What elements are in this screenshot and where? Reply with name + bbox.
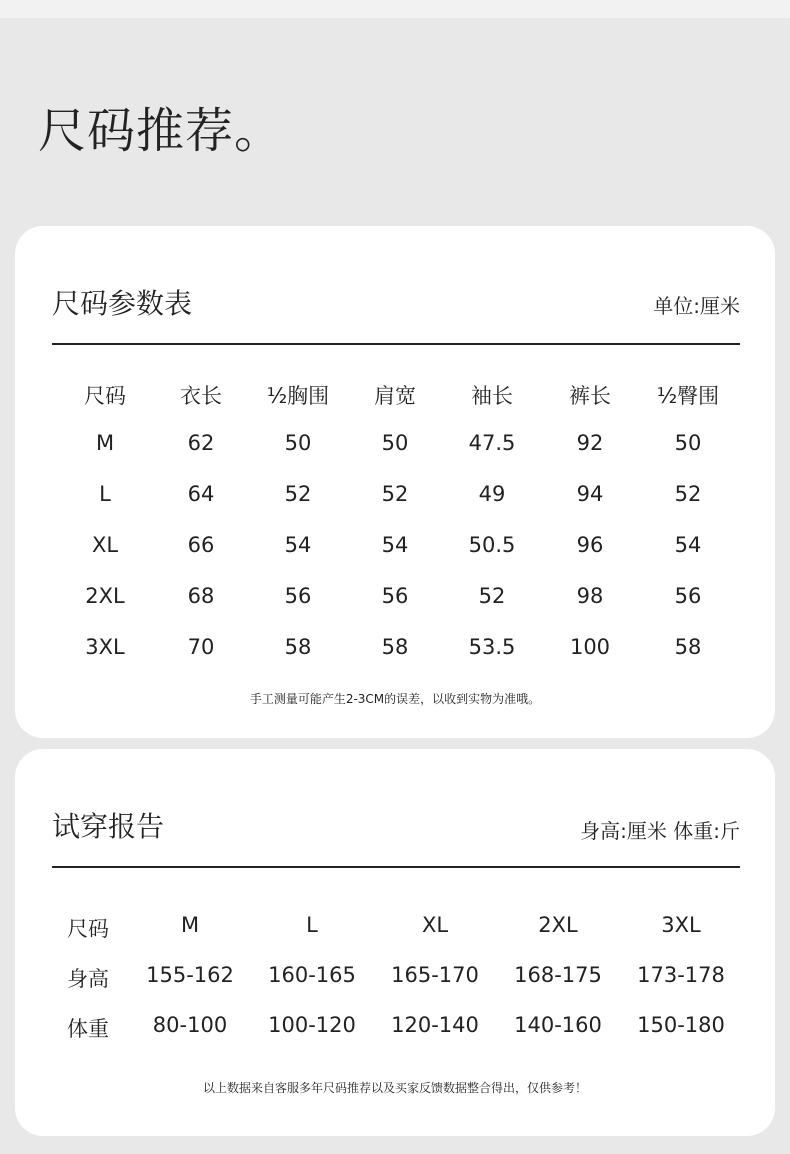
size-cell: M: [95, 431, 115, 455]
value-cell: 173-178: [637, 963, 725, 987]
value-cell: 58: [381, 635, 409, 659]
value-cell: 100: [569, 635, 611, 659]
header-cell: 衣长: [180, 384, 222, 408]
size-table-header-row: [15, 380, 775, 420]
row-label-cell: 身高: [67, 967, 109, 991]
size-table-card: [15, 226, 775, 738]
value-cell: 50: [381, 431, 409, 455]
value-cell: 50.5: [468, 533, 516, 557]
fit-report-divider: [52, 866, 740, 868]
value-cell: 49: [478, 482, 506, 506]
header-cell: 2XL: [538, 913, 578, 937]
value-cell: 62: [187, 431, 215, 455]
value-cell: 52: [284, 482, 312, 506]
size-table-unit: 单位:厘米: [653, 294, 740, 318]
value-cell: 56: [674, 584, 702, 608]
table-row: [15, 431, 775, 471]
value-cell: 98: [576, 584, 604, 608]
size-cell: L: [99, 482, 111, 506]
value-cell: 54: [284, 533, 312, 557]
value-cell: 80-100: [152, 1013, 228, 1037]
header-cell: 肩宽: [374, 384, 416, 408]
value-cell: 66: [187, 533, 215, 557]
header-cell: 3XL: [661, 913, 701, 937]
value-cell: 94: [576, 482, 604, 506]
value-cell: 52: [674, 482, 702, 506]
value-cell: 70: [187, 635, 215, 659]
header-cell: 尺码: [84, 384, 126, 408]
value-cell: 56: [284, 584, 312, 608]
value-cell: 155-162: [146, 963, 234, 987]
header-cell: 尺码: [67, 917, 109, 941]
size-table-divider: [52, 343, 740, 345]
table-row: [15, 963, 775, 1003]
fit-report-note: 以上数据来自客服多年尺码推荐以及买家反馈数据整合得出，仅供参考！: [202, 1081, 587, 1095]
value-cell: 165-170: [391, 963, 479, 987]
value-cell: 68: [187, 584, 215, 608]
value-cell: 140-160: [514, 1013, 602, 1037]
header-cell: M: [180, 913, 200, 937]
fit-report-title: 试穿报告: [52, 810, 165, 843]
table-row: [15, 533, 775, 573]
size-table-note: 手工测量可能产生2-3CM的误差，以收到实物为准哦。: [249, 692, 541, 706]
table-row: [15, 482, 775, 522]
value-cell: 52: [478, 584, 506, 608]
size-cell: 3XL: [85, 635, 125, 659]
value-cell: 120-140: [391, 1013, 479, 1037]
table-row: [15, 1013, 775, 1053]
value-cell: 58: [284, 635, 312, 659]
size-cell: 2XL: [85, 584, 125, 608]
header-cell: ½胸围: [266, 384, 330, 408]
value-cell: 100-120: [268, 1013, 356, 1037]
page-title: 尺码推荐。: [38, 103, 284, 159]
value-cell: 54: [381, 533, 409, 557]
value-cell: 160-165: [268, 963, 356, 987]
table-row: [15, 584, 775, 624]
header-cell: L: [306, 913, 318, 937]
value-cell: 92: [576, 431, 604, 455]
value-cell: 50: [674, 431, 702, 455]
value-cell: 168-175: [514, 963, 602, 987]
value-cell: 47.5: [468, 431, 516, 455]
value-cell: 50: [284, 431, 312, 455]
value-cell: 58: [674, 635, 702, 659]
fit-report-card: [15, 749, 775, 1136]
size-table-title: 尺码参数表: [52, 287, 193, 320]
value-cell: 56: [381, 584, 409, 608]
fit-report-unit: 身高:厘米 体重:斤: [580, 819, 740, 843]
header-cell: 裤长: [569, 384, 611, 408]
value-cell: 64: [187, 482, 215, 506]
fit-report-header-row: [15, 913, 775, 953]
size-cell: XL: [91, 533, 119, 557]
table-row: [15, 635, 775, 675]
header-cell: ½臀围: [656, 384, 720, 408]
value-cell: 53.5: [468, 635, 516, 659]
row-label-cell: 体重: [67, 1017, 109, 1041]
value-cell: 96: [576, 533, 604, 557]
value-cell: 52: [381, 482, 409, 506]
value-cell: 150-180: [637, 1013, 725, 1037]
header-cell: 袖长: [471, 384, 513, 408]
header-cell: XL: [421, 913, 449, 937]
value-cell: 54: [674, 533, 702, 557]
top-strip: [0, 0, 790, 18]
